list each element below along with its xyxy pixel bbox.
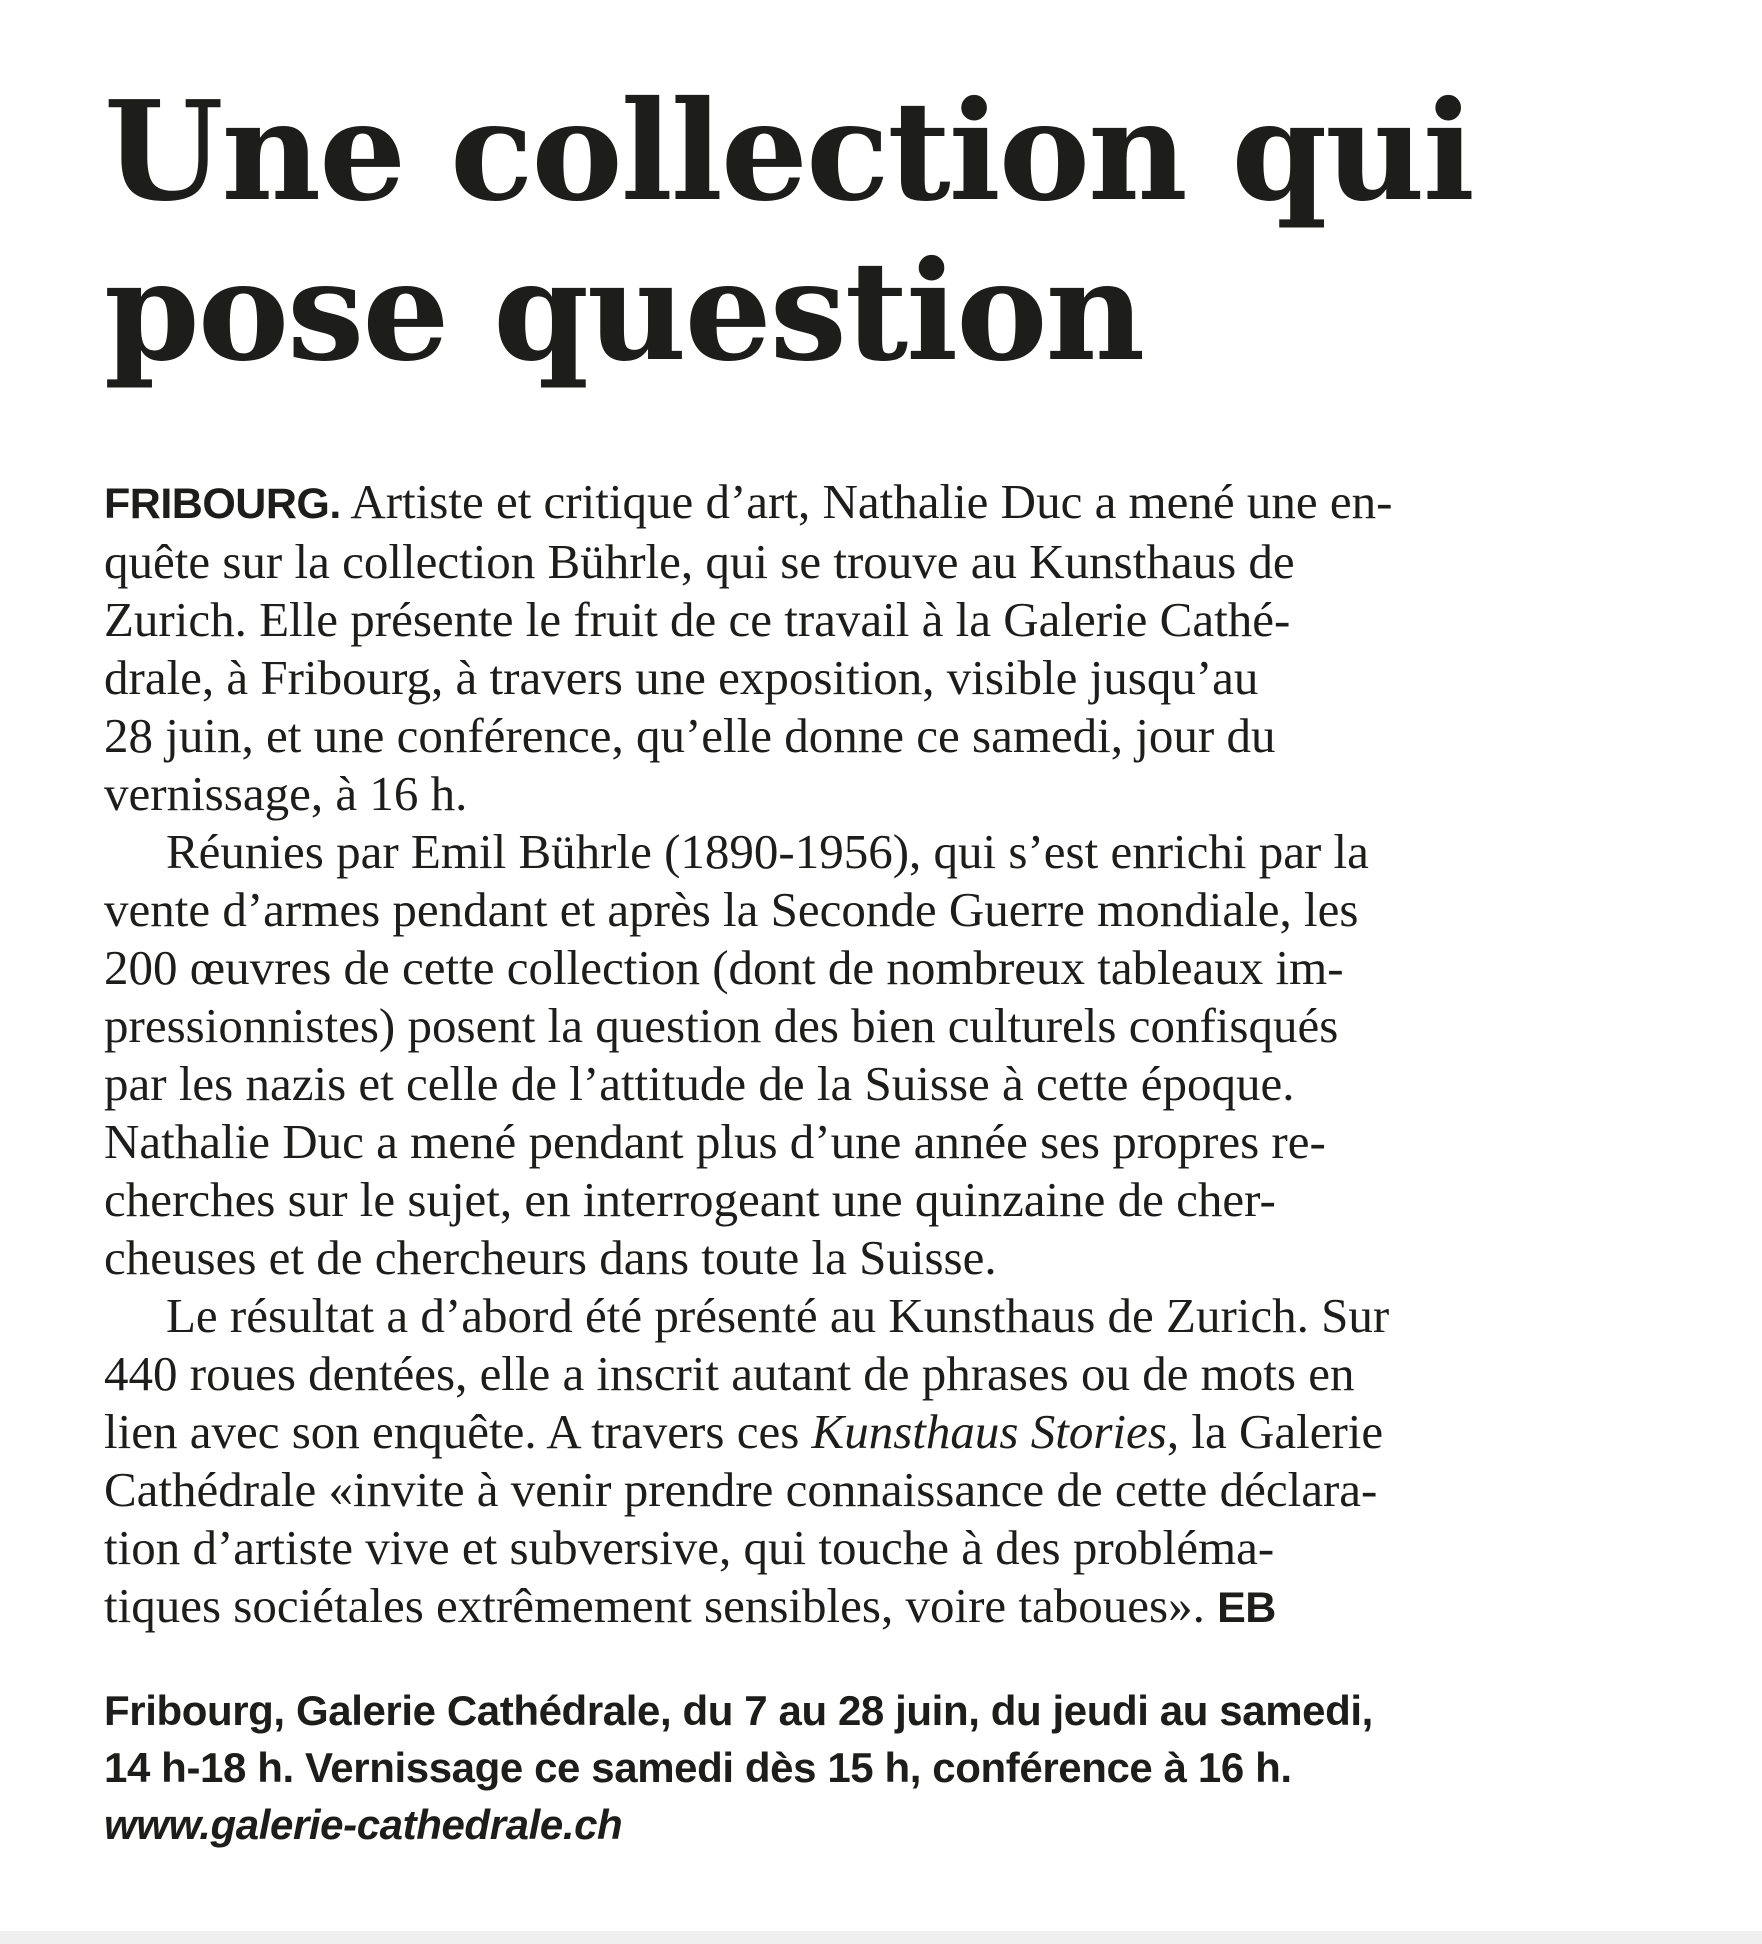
body-line <box>104 473 1684 533</box>
body-line-text: , la Galerie <box>1166 1404 1384 1459</box>
body-line: vente d’armes pendant et après la Seconde Guerre mondiale, les <box>104 882 1359 937</box>
body-line: par les nazis et celle de l’attitude de la Suisse à cette époque. <box>104 1056 1295 1111</box>
body-line-text: lien avec son enquête. A travers ces <box>104 1404 812 1459</box>
body-line: pressionnistes) posent la question des bien culturels confisqués <box>104 998 1339 1053</box>
body-line: quête sur la collection Bührle, qui se trouve au Kunsthaus de <box>104 534 1295 589</box>
body-line <box>104 1403 1684 1461</box>
body-line: Nathalie Duc a mené pendant plus d’une année ses propres re- <box>104 1114 1326 1169</box>
page-bottom-edge <box>0 1931 1762 1944</box>
body-line: drale, à Fribourg, à travers une exposition, visible jusqu’au <box>104 650 1259 705</box>
author-signature: EB <box>1217 1584 1276 1632</box>
body-line: cheuses et de chercheurs dans toute la Suisse. <box>104 1230 997 1285</box>
body-line: Cathédrale «invite à venir prendre connaissance de cette déclara- <box>104 1462 1378 1517</box>
headline <box>104 72 1664 392</box>
website-link[interactable]: www.galerie-cathedrale.ch <box>104 1801 623 1848</box>
body-line: Zurich. Elle présente le fruit de ce travail à la Galerie Cathé- <box>104 592 1291 647</box>
headline-line-1: Une collection qui <box>104 71 1473 232</box>
body-line-text: Artiste et critique d’art, Nathalie Duc a mené une en- <box>340 474 1393 529</box>
event-info <box>104 1682 1684 1853</box>
italic-title: Kunsthaus Stories <box>811 1404 1167 1459</box>
body-line <box>104 1577 1684 1637</box>
body-line: vernissage, à 16 h. <box>104 766 468 821</box>
body-line: 440 roues dentées, elle a inscrit autant de phrases ou de mots en <box>104 1346 1355 1401</box>
body-line: Le résultat a d’abord été présenté au Kunsthaus de Zurich. Sur <box>166 1288 1390 1343</box>
info-line: 14 h-18 h. Vernissage ce samedi dès 15 h, conférence à 16 h. <box>104 1744 1292 1791</box>
body-line: 28 juin, et une conférence, qu’elle donne ce samedi, jour du <box>104 708 1276 763</box>
body-line: 200 œuvres de cette collection (dont de nombreux tableaux im- <box>104 940 1344 995</box>
body-line-text: tiques sociétales extrêmement sensibles, voire taboues». <box>104 1578 1205 1633</box>
info-line: Fribourg, Galerie Cathédrale, du 7 au 28 juin, du jeudi au samedi, <box>104 1687 1373 1734</box>
headline-line-2: pose question <box>104 231 1144 392</box>
article-body <box>104 473 1684 1637</box>
body-line: Réunies par Emil Bührle (1890-1956), qui s’est enrichi par la <box>166 824 1369 879</box>
body-line: cherches sur le sujet, en interrogeant une quinzaine de cher- <box>104 1172 1276 1227</box>
body-line: tion d’artiste vive et subversive, qui touche à des probléma- <box>104 1520 1275 1575</box>
dateline: FRIBOURG. <box>104 480 341 528</box>
